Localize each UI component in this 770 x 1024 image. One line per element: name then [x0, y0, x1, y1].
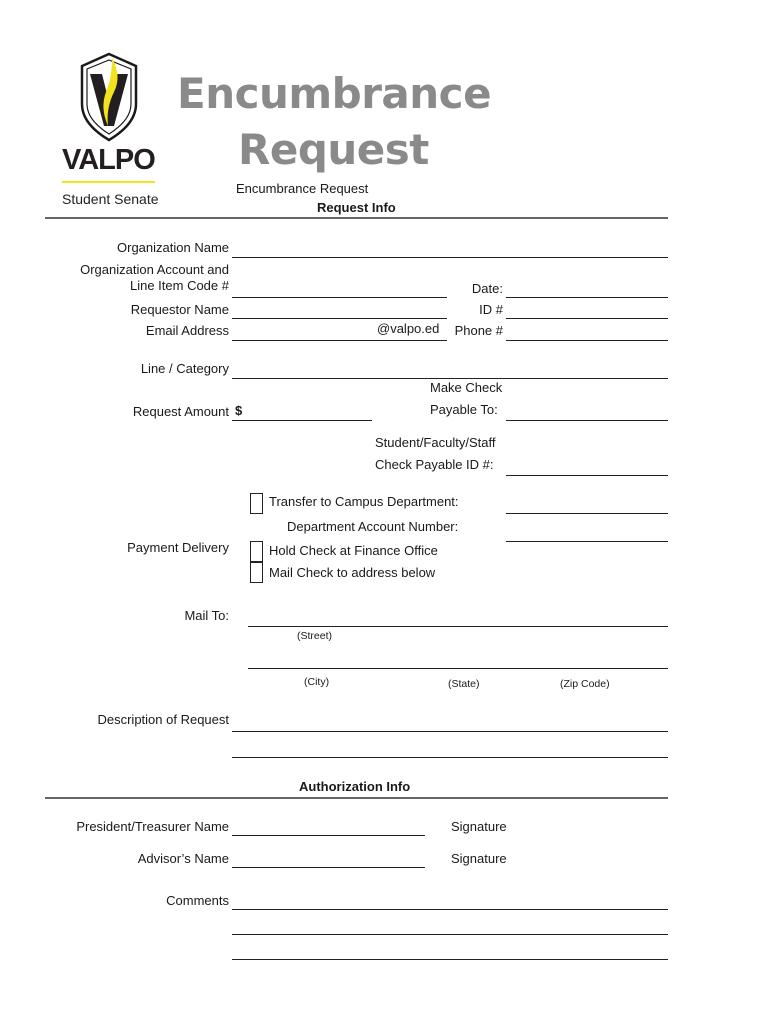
transfer-department-field[interactable]	[506, 513, 668, 514]
comments-field-2[interactable]	[232, 934, 668, 935]
make-check-label-2: Payable To:	[430, 402, 498, 417]
city-state-zip-field[interactable]	[248, 668, 668, 669]
hold-check-checkbox[interactable]	[250, 541, 263, 562]
mail-check-checkbox[interactable]	[250, 562, 263, 583]
transfer-checkbox[interactable]	[250, 493, 263, 514]
president-name-label: President/Treasurer Name	[76, 819, 229, 834]
email-label: Email Address	[145, 323, 229, 338]
zip-caption: (Zip Code)	[560, 678, 610, 690]
logo-subtitle: Student Senate	[62, 191, 159, 207]
org-account-field[interactable]	[232, 297, 447, 298]
phone-field[interactable]	[506, 340, 668, 341]
city-caption: (City)	[304, 676, 330, 688]
line-category-field[interactable]	[232, 378, 668, 379]
date-label: Date:	[471, 281, 503, 296]
dept-account-label: Department Account Number:	[287, 519, 459, 534]
signature-label-1: Signature	[451, 819, 507, 834]
advisor-name-field[interactable]	[232, 867, 425, 868]
id-field[interactable]	[506, 318, 668, 319]
section-divider-authorization	[45, 797, 668, 799]
requestor-name-field[interactable]	[232, 318, 447, 319]
org-name-field[interactable]	[232, 257, 668, 258]
org-account-label-2: Line Item Code #	[129, 278, 229, 293]
section-heading-request-info: Request Info	[317, 200, 396, 215]
mail-to-label: Mail To:	[184, 608, 229, 623]
email-suffix: @valpo.ed	[377, 321, 440, 336]
email-field[interactable]	[232, 340, 447, 341]
transfer-label: Transfer to Campus Department:	[269, 494, 459, 509]
org-name-label: Organization Name	[117, 240, 229, 255]
phone-label: Phone #	[454, 323, 503, 338]
description-field-2[interactable]	[232, 757, 668, 758]
payable-to-field[interactable]	[506, 420, 668, 421]
payment-delivery-label: Payment Delivery	[127, 540, 229, 555]
signature-label-2: Signature	[451, 851, 507, 866]
street-caption: (Street)	[297, 630, 333, 642]
shield-icon	[78, 52, 140, 142]
section-divider	[45, 217, 668, 219]
payable-id-label-2: Check Payable ID #:	[375, 457, 494, 472]
requestor-name-label: Requestor Name	[130, 302, 229, 317]
org-account-label-1: Organization Account and	[80, 262, 229, 277]
comments-label: Comments	[166, 893, 229, 908]
state-caption: (State)	[448, 678, 480, 690]
logo-accent-line	[62, 181, 155, 183]
page-title-line2: Request	[238, 125, 429, 174]
hold-check-label: Hold Check at Finance Office	[269, 543, 438, 558]
payable-id-label-1: Student/Faculty/Staff	[375, 435, 496, 450]
id-label: ID #	[479, 302, 503, 317]
president-name-field[interactable]	[232, 835, 425, 836]
line-category-label: Line / Category	[140, 361, 229, 376]
payable-id-field[interactable]	[506, 475, 668, 476]
form-subtitle: Encumbrance Request	[236, 181, 369, 196]
request-amount-field[interactable]	[232, 420, 372, 421]
comments-field-3[interactable]	[232, 959, 668, 960]
make-check-label-1: Make Check	[430, 380, 503, 395]
logo-wordmark: VALPO	[62, 144, 155, 176]
page-title-line1: Encumbrance	[177, 69, 492, 118]
mail-check-label: Mail Check to address below	[269, 565, 436, 580]
currency-symbol: $	[235, 403, 243, 418]
comments-field-1[interactable]	[232, 909, 668, 910]
date-field[interactable]	[506, 297, 668, 298]
section-heading-authorization: Authorization Info	[299, 779, 411, 794]
request-amount-label: Request Amount	[132, 404, 229, 419]
dept-account-field[interactable]	[506, 541, 668, 542]
street-field[interactable]	[248, 626, 668, 627]
advisor-name-label: Advisor’s Name	[137, 851, 229, 866]
description-label: Description of Request	[97, 712, 229, 727]
description-field-1[interactable]	[232, 731, 668, 732]
